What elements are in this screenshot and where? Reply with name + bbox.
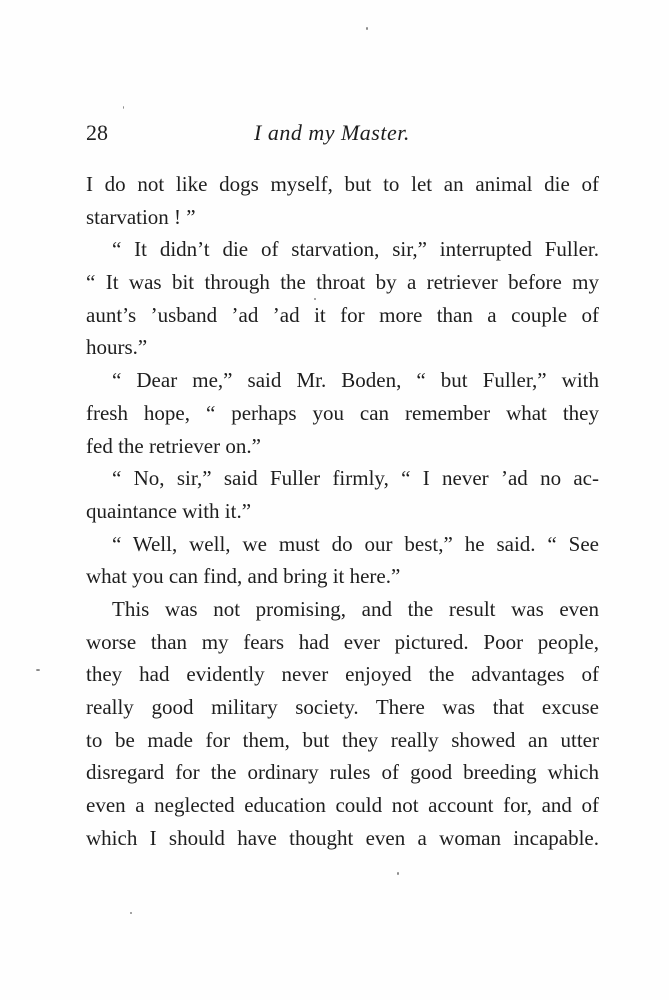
text-line: aunt’s ’usband ’ad ’ad it for more than a couple of [86,302,599,327]
text-line: fed the retriever on.” [86,433,261,458]
text-line: “ Well, well, we must do our best,” he said. “ See [112,531,599,556]
text-line: This was not promising, and the result was even [112,596,599,621]
text-line: “ No, sir,” said Fuller firmly, “ I never ’ad no ac- [112,466,599,491]
print-speck [36,669,40,671]
page-number: 28 [86,120,108,145]
print-speck [123,106,124,109]
running-title: I and my Master. [254,120,410,145]
text-line: “ Dear me,” said Mr. Boden, “ but Fuller,” with [112,368,599,393]
print-speck [397,872,399,875]
page-header [86,120,599,154]
text-line: fresh hope, “ perhaps you can remember what they [86,400,599,425]
text-line: which I should have thought even a woman incapable. [86,825,599,850]
text-line: even a neglected education could not account for, and of [86,793,599,818]
text-line: hours.” [86,335,148,360]
text-line: I do not like dogs myself, but to let an animal die of [86,172,599,196]
text-line: “ It was bit through the throat by a retriever before my [86,270,599,295]
print-speck [314,298,316,300]
print-speck [130,912,132,914]
body-text [86,168,599,854]
text-line: they had evidently never enjoyed the advantages of [86,662,599,687]
text-line: worse than my fears had ever pictured. Poor people, [86,629,599,654]
text-line: disregard for the ordinary rules of good breeding which [86,760,599,785]
text-line: really good military society. There was that excuse [86,695,599,719]
print-speck [366,27,368,30]
text-line: quaintance with it.” [86,498,252,523]
text-line: to be made for them, but they really showed an utter [86,727,599,752]
text-line: what you can find, and bring it here.” [86,564,401,589]
text-line: “ It didn’t die of starvation, sir,” interrupted Fuller. [112,237,599,262]
text-line: starvation ! ” [86,204,196,229]
